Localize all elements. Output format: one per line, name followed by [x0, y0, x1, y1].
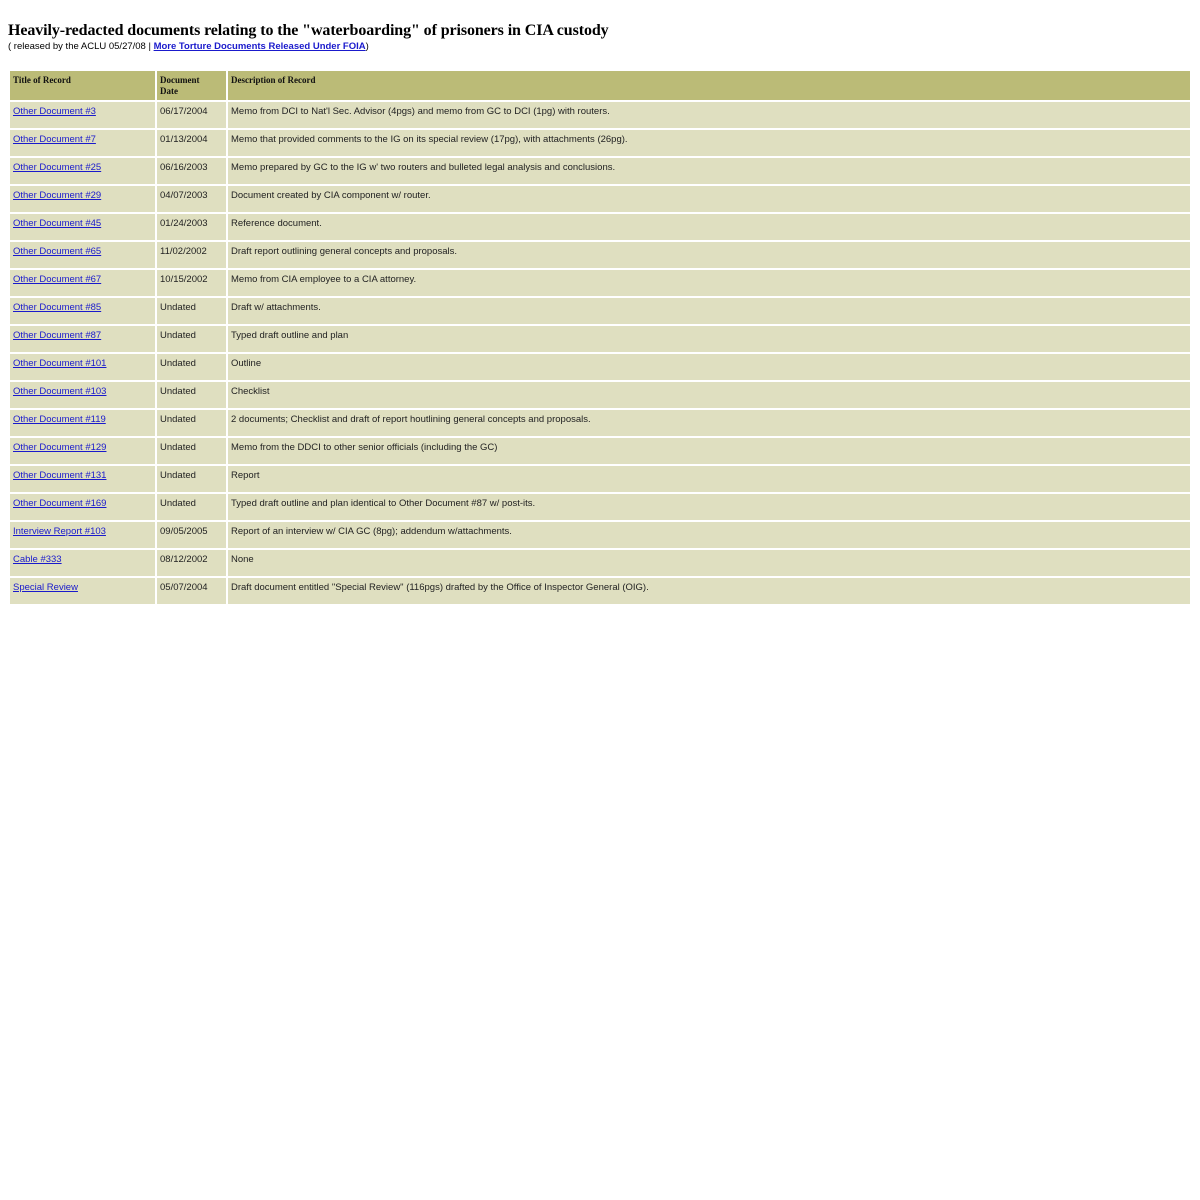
record-link[interactable]: Other Document #169 — [13, 498, 107, 509]
record-link[interactable]: Other Document #7 — [13, 134, 96, 145]
table-row — [10, 578, 1190, 604]
record-date-cell: 08/12/2002 — [157, 550, 226, 576]
record-date-cell: Undated — [157, 354, 226, 380]
release-note-suffix: ) — [365, 41, 369, 52]
record-description-cell: None — [228, 550, 1190, 576]
record-description-cell: Draft document entitled "Special Review" (116pgs) drafted by the Office of Inspector General (OIG). — [228, 578, 1190, 604]
record-link[interactable]: Other Document #67 — [13, 274, 102, 285]
table-row — [10, 382, 1190, 408]
record-description-cell: Reference document. — [228, 214, 1190, 240]
column-header-date — [157, 71, 226, 100]
record-title-cell — [10, 466, 155, 492]
record-date-cell: 10/15/2002 — [157, 270, 226, 296]
record-link[interactable]: Other Document #87 — [13, 330, 102, 341]
table-row — [10, 298, 1190, 324]
records-table — [8, 69, 1192, 606]
record-title-cell — [10, 578, 155, 604]
record-link[interactable]: Other Document #129 — [13, 442, 107, 453]
table-row — [10, 354, 1190, 380]
more-torture-documents-link[interactable]: More Torture Documents Released Under FOIA — [153, 41, 366, 52]
table-row — [10, 102, 1190, 128]
record-title-cell — [10, 550, 155, 576]
record-description-cell: Report of an interview w/ CIA GC (8pg); addendum w/attachments. — [228, 522, 1190, 548]
record-title-cell — [10, 214, 155, 240]
record-link[interactable]: Other Document #103 — [13, 386, 107, 397]
record-description-cell: Report — [228, 466, 1190, 492]
table-row — [10, 550, 1190, 576]
release-note-prefix: ( released by the ACLU 05/27/08 | — [8, 41, 154, 52]
table-row — [10, 214, 1190, 240]
record-date-cell: 05/07/2004 — [157, 578, 226, 604]
table-row — [10, 438, 1190, 464]
column-header-date-label: Document Date — [160, 75, 200, 96]
record-date-cell: 06/17/2004 — [157, 102, 226, 128]
record-date-cell: Undated — [157, 326, 226, 352]
table-header-row — [10, 71, 1190, 100]
table-row — [10, 466, 1190, 492]
record-date-cell: Undated — [157, 298, 226, 324]
record-link[interactable]: Cable #333 — [13, 554, 62, 565]
table-row — [10, 158, 1190, 184]
table-row — [10, 494, 1190, 520]
record-date-cell: 06/16/2003 — [157, 158, 226, 184]
record-description-cell: Checklist — [228, 382, 1190, 408]
table-row — [10, 186, 1190, 212]
record-date-cell: 11/02/2002 — [157, 242, 226, 268]
record-title-cell — [10, 326, 155, 352]
table-row — [10, 242, 1190, 268]
record-title-cell — [10, 410, 155, 436]
record-title-cell — [10, 270, 155, 296]
record-title-cell — [10, 158, 155, 184]
record-description-cell: 2 documents; Checklist and draft of report houtlining general concepts and proposals. — [228, 410, 1190, 436]
record-description-cell: Typed draft outline and plan — [228, 326, 1190, 352]
release-note — [8, 41, 369, 53]
record-date-cell: 01/13/2004 — [157, 130, 226, 156]
table-row — [10, 130, 1190, 156]
record-description-cell: Memo from the DDCI to other senior officials (including the GC) — [228, 438, 1190, 464]
record-description-cell: Outline — [228, 354, 1190, 380]
record-description-cell: Memo prepared by GC to the IG w' two routers and bulleted legal analysis and conclusions. — [228, 158, 1190, 184]
record-title-cell — [10, 242, 155, 268]
record-link[interactable]: Other Document #25 — [13, 162, 102, 173]
record-link[interactable]: Other Document #45 — [13, 218, 102, 229]
record-link[interactable]: Other Document #101 — [13, 358, 107, 369]
table-row — [10, 326, 1190, 352]
record-link[interactable]: Other Document #29 — [13, 190, 102, 201]
record-description-cell: Draft report outlining general concepts and proposals. — [228, 242, 1190, 268]
record-title-cell — [10, 130, 155, 156]
record-description-cell: Memo that provided comments to the IG on its special review (17pg), with attachments (26pg). — [228, 130, 1190, 156]
record-date-cell: Undated — [157, 438, 226, 464]
record-title-cell — [10, 522, 155, 548]
record-title-cell — [10, 298, 155, 324]
record-description-cell: Memo from CIA employee to a CIA attorney. — [228, 270, 1190, 296]
record-link[interactable]: Other Document #65 — [13, 246, 102, 257]
record-date-cell: 01/24/2003 — [157, 214, 226, 240]
record-description-cell: Document created by CIA component w/ router. — [228, 186, 1190, 212]
table-row — [10, 522, 1190, 548]
record-description-cell: Memo from DCI to Nat'l Sec. Advisor (4pgs) and memo from GC to DCI (1pg) with routers. — [228, 102, 1190, 128]
records-table-body — [10, 102, 1190, 604]
table-row — [10, 270, 1190, 296]
column-header-title: Title of Record — [10, 71, 155, 100]
record-date-cell: 04/07/2003 — [157, 186, 226, 212]
record-title-cell — [10, 494, 155, 520]
record-title-cell — [10, 438, 155, 464]
record-date-cell: Undated — [157, 410, 226, 436]
record-link[interactable]: Other Document #85 — [13, 302, 102, 313]
record-link[interactable]: Other Document #119 — [13, 414, 106, 425]
record-title-cell — [10, 382, 155, 408]
record-description-cell: Draft w/ attachments. — [228, 298, 1190, 324]
record-link[interactable]: Special Review — [13, 582, 78, 593]
table-row — [10, 410, 1190, 436]
record-date-cell: Undated — [157, 382, 226, 408]
record-link[interactable]: Interview Report #103 — [13, 526, 106, 537]
record-title-cell — [10, 102, 155, 128]
page-title: Heavily-redacted documents relating to the "waterboarding" of prisoners in CIA custody — [8, 22, 609, 39]
record-description-cell: Typed draft outline and plan identical to Other Document #87 w/ post-its. — [228, 494, 1190, 520]
column-header-description: Description of Record — [228, 71, 1190, 100]
record-link[interactable]: Other Document #131 — [13, 470, 107, 481]
record-title-cell — [10, 186, 155, 212]
record-date-cell: 09/05/2005 — [157, 522, 226, 548]
record-date-cell: Undated — [157, 494, 226, 520]
record-link[interactable]: Other Document #3 — [13, 106, 96, 117]
record-date-cell: Undated — [157, 466, 226, 492]
record-title-cell — [10, 354, 155, 380]
